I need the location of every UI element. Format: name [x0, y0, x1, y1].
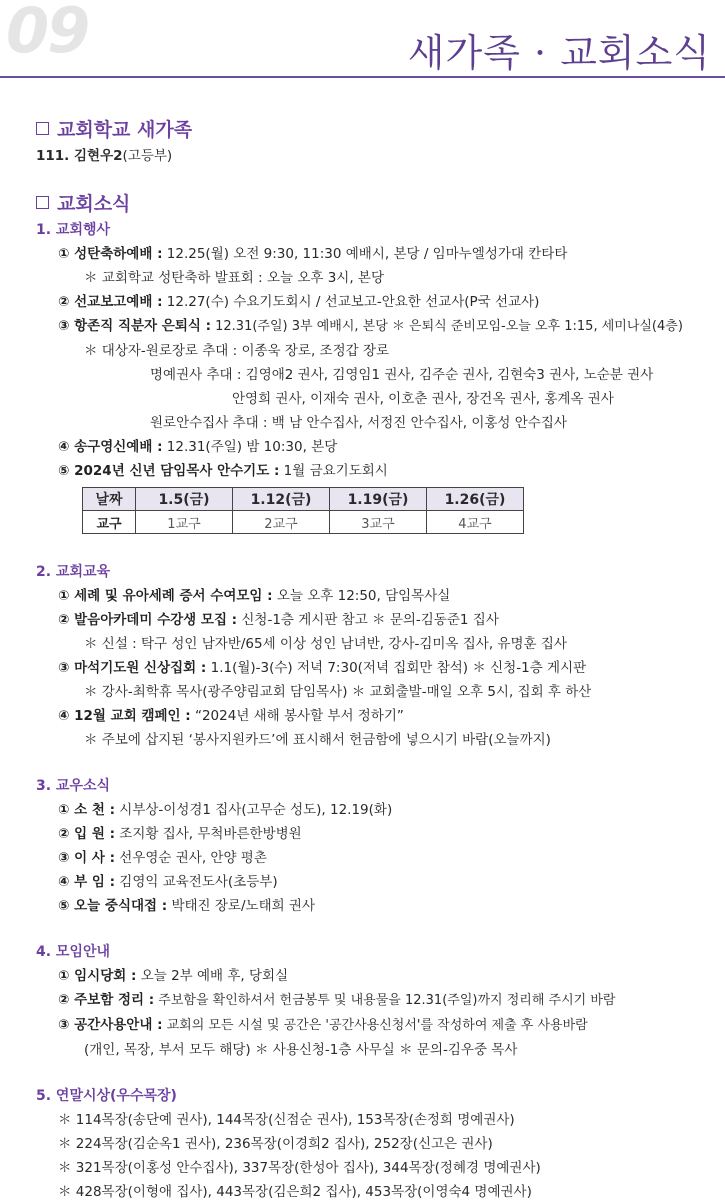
list-item: ＊ 428목장(이형애 집사), 443목장(김은희2 집사), 453목장(이영숙4 명예권사) — [58, 1184, 532, 1200]
item-key: ② 발음아카데미 수강생 모집 : — [58, 612, 238, 628]
member-item — [36, 846, 716, 870]
content — [36, 116, 716, 1204]
event-item — [36, 290, 716, 314]
item-value: 12.27(수) 수요기도회시 / 선교보고-안요한 선교사(P국 선교사) — [162, 294, 540, 310]
event-item — [36, 242, 716, 266]
cell-awards-heading: 5. 연말시상(우수목장) — [36, 1088, 177, 1104]
item-value: 선우영순 권사, 안양 평촌 — [115, 850, 267, 866]
table-cell: 1.5(금) — [136, 488, 233, 511]
header-rule — [0, 76, 725, 78]
item-value: 12.31(주일) 3부 예배시, 본당 ＊ 은퇴식 준비모임-오늘 오후 1:15, 세미나실(4층) — [211, 319, 683, 334]
education-heading: 2. 교회교육 — [36, 564, 111, 580]
item-value: 12.31(주일) 밤 10:30, 본당 — [162, 439, 338, 455]
table-cell: 4교구 — [427, 511, 524, 534]
item-key: ⑤ 오늘 중식대접 : — [58, 898, 168, 914]
table-cell: 1.12(금) — [233, 488, 330, 511]
page-title: 새가족 · 교회소식 — [407, 31, 711, 75]
item-value: 조지황 집사, 무척바른한방병원 — [115, 826, 302, 842]
list-item: ＊ 321목장(이홍성 안수집사), 337목장(한성아 집사), 344목장(정혜경 명예권사) — [58, 1160, 541, 1176]
item-key: ③ 마석기도원 신상집회 : — [58, 660, 207, 676]
item-value: 박태진 장로/노태희 권사 — [167, 898, 316, 914]
list-item: ＊ 114목장(송단예 권사), 144목장(신점순 권사), 153목장(손정희 명예권사) — [58, 1112, 515, 1128]
section-title-text: 교회학교 새가족 — [57, 119, 193, 141]
item-key: ④ 송구영신예배 : — [58, 439, 163, 455]
section-new-family-title — [36, 116, 716, 144]
entry-dept: (고등부) — [122, 148, 173, 164]
item-key: ④ 12월 교회 캠페인 : — [58, 708, 191, 724]
item-value: “2024년 새해 봉사할 부서 정하기” — [190, 708, 404, 724]
section-news-title — [36, 190, 716, 218]
item-key: ② 선교보고예배 : — [58, 294, 163, 310]
meeting-item — [36, 1013, 716, 1038]
item-key: ① 임시당회 : — [58, 968, 137, 984]
checkbox-square-icon — [36, 196, 49, 209]
item-value: 교회의 모든 시설 및 공간은 '공간사용신청서'를 작성하여 제출 후 사용바람 — [162, 1018, 588, 1033]
item-value: 12.25(월) 오전 9:30, 11:30 예배시, 본당 / 임마누엘성가대 칸타타 — [162, 246, 568, 262]
education-item — [36, 584, 716, 608]
item-value: 주보함을 확인하셔서 헌금봉투 및 내용물을 12.31(주일)까지 정리해 주시기 바람 — [154, 993, 616, 1008]
event-note: 명예권사 추대 : 김영애2 권사, 김영임1 권사, 김주순 권사, 김현숙3 권사, 노순분 권사 — [150, 367, 654, 383]
item-key: ③ 항존직 직분자 은퇴식 : — [58, 318, 211, 334]
education-item — [36, 608, 716, 632]
table-cell: 1.19(금) — [330, 488, 427, 511]
page-number: 09 — [6, 0, 89, 67]
table-row — [83, 511, 524, 534]
meeting-item — [36, 988, 716, 1013]
item-value: 김영익 교육전도사(초등부) — [115, 874, 278, 890]
event-item — [36, 459, 716, 483]
event-note: ＊ 대상자-원로장로 추대 : 이종욱 장로, 조정갑 장로 — [84, 343, 390, 359]
item-value: 시부상-이성경1 집사(고무순 성도), 12.19(화) — [115, 802, 393, 818]
new-family-entry — [36, 144, 716, 168]
list-item: ＊ 224목장(김순옥1 권사), 236목장(이경희2 집사), 252장(신고은 권사) — [58, 1136, 493, 1152]
table-cell: 날짜 — [83, 488, 136, 511]
member-item — [36, 798, 716, 822]
events-heading: 1. 교회행사 — [36, 222, 111, 238]
item-value: 1.1(월)-3(수) 저녁 7:30(저녁 집회만 참석) ＊ 신청-1층 게시판 — [206, 660, 587, 676]
member-item — [36, 822, 716, 846]
item-key: ④ 부 임 : — [58, 874, 116, 890]
item-value: 오늘 2부 예배 후, 당회실 — [136, 968, 289, 984]
education-note: ＊ 강사-최학휴 목사(광주양림교회 담임목사) ＊ 교회출발-매일 오후 5시, 집회 후 하산 — [84, 684, 592, 700]
table-row — [83, 488, 524, 511]
event-item — [36, 314, 716, 339]
meeting-note: (개인, 목장, 부서 모두 해당) ＊ 사용신청-1층 사무실 ＊ 문의-김우중 목사 — [84, 1042, 518, 1058]
education-note: ＊ 신설 : 탁구 성인 남자반/65세 이상 성인 남녀반, 강사-김미옥 집사, 유명훈 집사 — [84, 636, 567, 652]
table-cell: 3교구 — [330, 511, 427, 534]
item-key: ① 소 천 : — [58, 802, 116, 818]
meetings-heading: 4. 모임안내 — [36, 944, 111, 960]
item-key: ⑤ 2024년 신년 담임목사 안수기도 : — [58, 463, 280, 479]
item-key: ③ 이 사 : — [58, 850, 116, 866]
table-cell: 교구 — [83, 511, 136, 534]
item-key: ③ 공간사용안내 : — [58, 1017, 163, 1033]
prayer-schedule-table — [82, 487, 524, 534]
education-note: ＊ 주보에 삽지된 ‘봉사지원카드’에 표시해서 헌금함에 넣으시기 바람(오늘까지) — [84, 732, 551, 748]
event-note: 원로안수집사 추대 : 백 남 안수집사, 서정진 안수집사, 이홍성 안수집사 — [150, 415, 567, 431]
item-value: 오늘 오후 12:50, 담임목사실 — [272, 588, 451, 604]
members-heading: 3. 교우소식 — [36, 778, 111, 794]
member-item — [36, 894, 716, 918]
entry-name: 111. 김현우2 — [36, 148, 123, 164]
item-key: ① 세례 및 유아세례 증서 수여모임 : — [58, 588, 273, 604]
item-key: ① 성탄축하예배 : — [58, 246, 163, 262]
event-note: ＊ 교회학교 성탄축하 발표회 : 오늘 오후 3시, 본당 — [84, 270, 384, 286]
event-note: 안영희 권사, 이재숙 권사, 이호춘 권사, 장건옥 권사, 홍계옥 권사 — [232, 391, 614, 407]
checkbox-square-icon — [36, 122, 49, 135]
meeting-item — [36, 964, 716, 988]
item-value: 1월 금요기도회시 — [279, 463, 388, 479]
item-key: ② 입 원 : — [58, 826, 116, 842]
item-key: ② 주보함 정리 : — [58, 992, 155, 1008]
member-item — [36, 870, 716, 894]
education-item — [36, 656, 716, 680]
table-cell: 2교구 — [233, 511, 330, 534]
education-item — [36, 704, 716, 728]
event-item — [36, 435, 716, 459]
item-value: 신청-1층 게시판 참고 ＊ 문의-김동준1 집사 — [237, 612, 499, 628]
table-cell: 1교구 — [136, 511, 233, 534]
table-cell: 1.26(금) — [427, 488, 524, 511]
section-title-text: 교회소식 — [57, 193, 131, 215]
